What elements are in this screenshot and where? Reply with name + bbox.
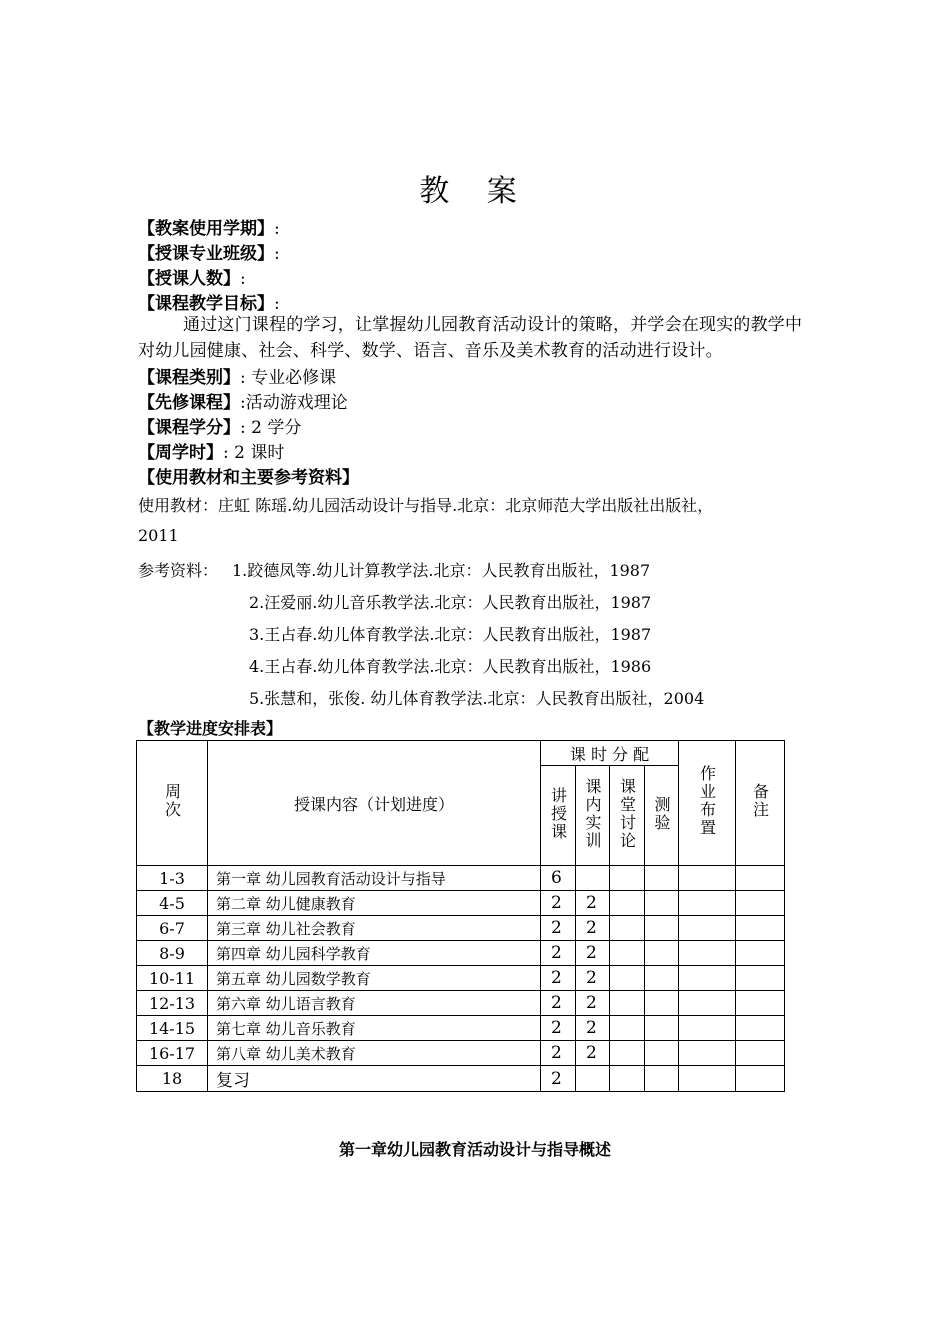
reference-item: 1.跤德凤等.幼儿计算教学法.北京：人民教育出版社，1987 bbox=[232, 561, 651, 580]
row-week: 18 bbox=[137, 1066, 208, 1092]
row-practice bbox=[576, 1066, 610, 1092]
field-category bbox=[138, 363, 336, 388]
schedule-table bbox=[136, 740, 785, 1092]
header-lecture: 讲授课 bbox=[541, 766, 576, 866]
row-homework bbox=[679, 1041, 736, 1066]
row-week: 8-9 bbox=[137, 941, 208, 966]
row-lecture: 2 bbox=[541, 991, 576, 1016]
row-notes bbox=[736, 1041, 785, 1066]
row-week: 6-7 bbox=[137, 916, 208, 941]
row-notes bbox=[736, 966, 785, 991]
row-content: 第八章 幼儿美术教育 bbox=[208, 1041, 541, 1066]
table-row bbox=[137, 941, 785, 966]
row-discussion bbox=[610, 1016, 645, 1041]
row-practice: 2 bbox=[576, 916, 610, 941]
field-headcount-label: 【授课人数】 bbox=[138, 269, 240, 289]
field-semester bbox=[138, 214, 280, 239]
field-prereq-value: :活动游戏理论 bbox=[240, 393, 348, 413]
field-credits bbox=[138, 413, 301, 438]
field-headcount-value: : bbox=[240, 269, 246, 289]
field-credits-value: : 2 学分 bbox=[240, 418, 302, 438]
field-goal bbox=[138, 289, 280, 314]
row-test bbox=[645, 1016, 679, 1041]
row-lecture: 2 bbox=[541, 966, 576, 991]
table-row bbox=[137, 891, 785, 916]
field-semester-value: : bbox=[274, 219, 280, 239]
row-notes bbox=[736, 916, 785, 941]
row-practice: 2 bbox=[576, 1016, 610, 1041]
row-practice: 2 bbox=[576, 891, 610, 916]
row-homework bbox=[679, 916, 736, 941]
field-materials bbox=[138, 463, 359, 488]
row-test bbox=[645, 891, 679, 916]
field-credits-label: 【课程学分】 bbox=[138, 418, 240, 438]
row-week: 16-17 bbox=[137, 1041, 208, 1066]
field-category-value: : 专业必修课 bbox=[240, 368, 337, 388]
row-week: 4-5 bbox=[137, 891, 208, 916]
goal-paragraph: 通过这门课程的学习，让掌握幼儿园教育活动设计的策略，并学会在现实的教学中对幼儿园健康、社会、科学、数学、语言、音乐及美术教育的活动进行设计。 bbox=[138, 315, 803, 361]
table-row bbox=[137, 916, 785, 941]
row-test bbox=[645, 991, 679, 1016]
row-discussion bbox=[610, 1066, 645, 1092]
row-lecture: 2 bbox=[541, 1041, 576, 1066]
row-homework bbox=[679, 1066, 736, 1092]
row-content: 第六章 幼儿语言教育 bbox=[208, 991, 541, 1016]
row-test bbox=[645, 1041, 679, 1066]
row-content: 第三章 幼儿社会教育 bbox=[208, 916, 541, 941]
row-notes bbox=[736, 891, 785, 916]
row-content: 第四章 幼儿园科学教育 bbox=[208, 941, 541, 966]
field-category-label: 【课程类别】 bbox=[138, 368, 240, 388]
row-test bbox=[645, 1066, 679, 1092]
header-homework: 作业布置 bbox=[679, 741, 736, 866]
schedule-heading: 【教学进度安排表】 bbox=[138, 719, 283, 738]
chapter-heading: 第一章幼儿园教育活动设计与指导概述 bbox=[338, 1140, 611, 1159]
row-notes bbox=[736, 941, 785, 966]
field-class bbox=[138, 239, 280, 264]
row-practice: 2 bbox=[576, 1041, 610, 1066]
row-content: 复习 bbox=[208, 1066, 541, 1092]
row-content: 第七章 幼儿音乐教育 bbox=[208, 1016, 541, 1041]
row-homework bbox=[679, 991, 736, 1016]
field-prereq-label: 【先修课程】 bbox=[138, 393, 240, 413]
reference-item: 2.汪爱丽.幼儿音乐教学法.北京：人民教育出版社，1987 bbox=[249, 593, 652, 612]
row-homework bbox=[679, 866, 736, 891]
row-discussion bbox=[610, 1041, 645, 1066]
row-week: 14-15 bbox=[137, 1016, 208, 1041]
row-lecture: 2 bbox=[541, 941, 576, 966]
row-notes bbox=[736, 1066, 785, 1092]
row-discussion bbox=[610, 941, 645, 966]
row-homework bbox=[679, 941, 736, 966]
field-semester-label: 【教案使用学期】 bbox=[138, 219, 274, 239]
header-discussion: 课堂讨论 bbox=[610, 766, 645, 866]
row-lecture: 2 bbox=[541, 1066, 576, 1092]
row-notes bbox=[736, 1016, 785, 1041]
references-prefix: 参考资料： bbox=[138, 561, 219, 580]
row-practice: 2 bbox=[576, 941, 610, 966]
field-headcount bbox=[138, 264, 246, 289]
table-row bbox=[137, 1041, 785, 1066]
textbook-line-1: 使用教材：庄虹 陈瑶.幼儿园活动设计与指导.北京：北京师范大学出版社出版社， bbox=[138, 496, 714, 515]
row-test bbox=[645, 966, 679, 991]
row-discussion bbox=[610, 891, 645, 916]
reference-item: 3.王占春.幼儿体育教学法.北京：人民教育出版社，1987 bbox=[249, 625, 652, 644]
header-practice: 课内实训 bbox=[576, 766, 610, 866]
header-allocation: 课 时 分 配 bbox=[541, 741, 679, 766]
row-homework bbox=[679, 1016, 736, 1041]
field-class-value: : bbox=[274, 244, 280, 264]
textbook-line-2: 2011 bbox=[138, 526, 179, 545]
row-discussion bbox=[610, 866, 645, 891]
table-row bbox=[137, 966, 785, 991]
header-notes: 备注 bbox=[736, 741, 785, 866]
row-homework bbox=[679, 966, 736, 991]
row-week: 1-3 bbox=[137, 866, 208, 891]
row-notes bbox=[736, 991, 785, 1016]
field-materials-label: 【使用教材和主要参考资料】 bbox=[138, 468, 359, 488]
table-row bbox=[137, 1066, 785, 1092]
row-lecture: 6 bbox=[541, 866, 576, 891]
row-discussion bbox=[610, 966, 645, 991]
row-test bbox=[645, 941, 679, 966]
header-content: 授课内容（计划进度） bbox=[208, 741, 541, 866]
row-lecture: 2 bbox=[541, 891, 576, 916]
header-week: 周次 bbox=[137, 741, 208, 866]
table-row bbox=[137, 1016, 785, 1041]
row-week: 10-11 bbox=[137, 966, 208, 991]
row-practice: 2 bbox=[576, 966, 610, 991]
header-test: 测验 bbox=[645, 766, 679, 866]
row-notes bbox=[736, 866, 785, 891]
field-weekly bbox=[138, 438, 284, 463]
field-class-label: 【授课专业班级】 bbox=[138, 244, 274, 264]
field-weekly-value: : 2 课时 bbox=[223, 443, 285, 463]
row-discussion bbox=[610, 916, 645, 941]
row-lecture: 2 bbox=[541, 1016, 576, 1041]
reference-item: 5.张慧和，张俊. 幼儿体育教学法.北京：人民教育出版社，2004 bbox=[249, 689, 705, 708]
field-prereq bbox=[138, 388, 348, 413]
row-lecture: 2 bbox=[541, 916, 576, 941]
row-test bbox=[645, 866, 679, 891]
field-weekly-label: 【周学时】 bbox=[138, 443, 223, 463]
row-content: 第二章 幼儿健康教育 bbox=[208, 891, 541, 916]
row-week: 12-13 bbox=[137, 991, 208, 1016]
table-row bbox=[137, 866, 785, 891]
reference-item: 4.王占春.幼儿体育教学法.北京：人民教育出版社，1986 bbox=[249, 657, 652, 676]
field-goal-value: : bbox=[274, 294, 280, 314]
row-practice: 2 bbox=[576, 991, 610, 1016]
page-title: 教 案 bbox=[419, 174, 531, 209]
table-row bbox=[137, 991, 785, 1016]
row-homework bbox=[679, 891, 736, 916]
row-test bbox=[645, 916, 679, 941]
field-goal-label: 【课程教学目标】 bbox=[138, 294, 274, 314]
row-discussion bbox=[610, 991, 645, 1016]
row-content: 第五章 幼儿园数学教育 bbox=[208, 966, 541, 991]
row-practice bbox=[576, 866, 610, 891]
row-content: 第一章 幼儿园教育活动设计与指导 bbox=[208, 866, 541, 891]
